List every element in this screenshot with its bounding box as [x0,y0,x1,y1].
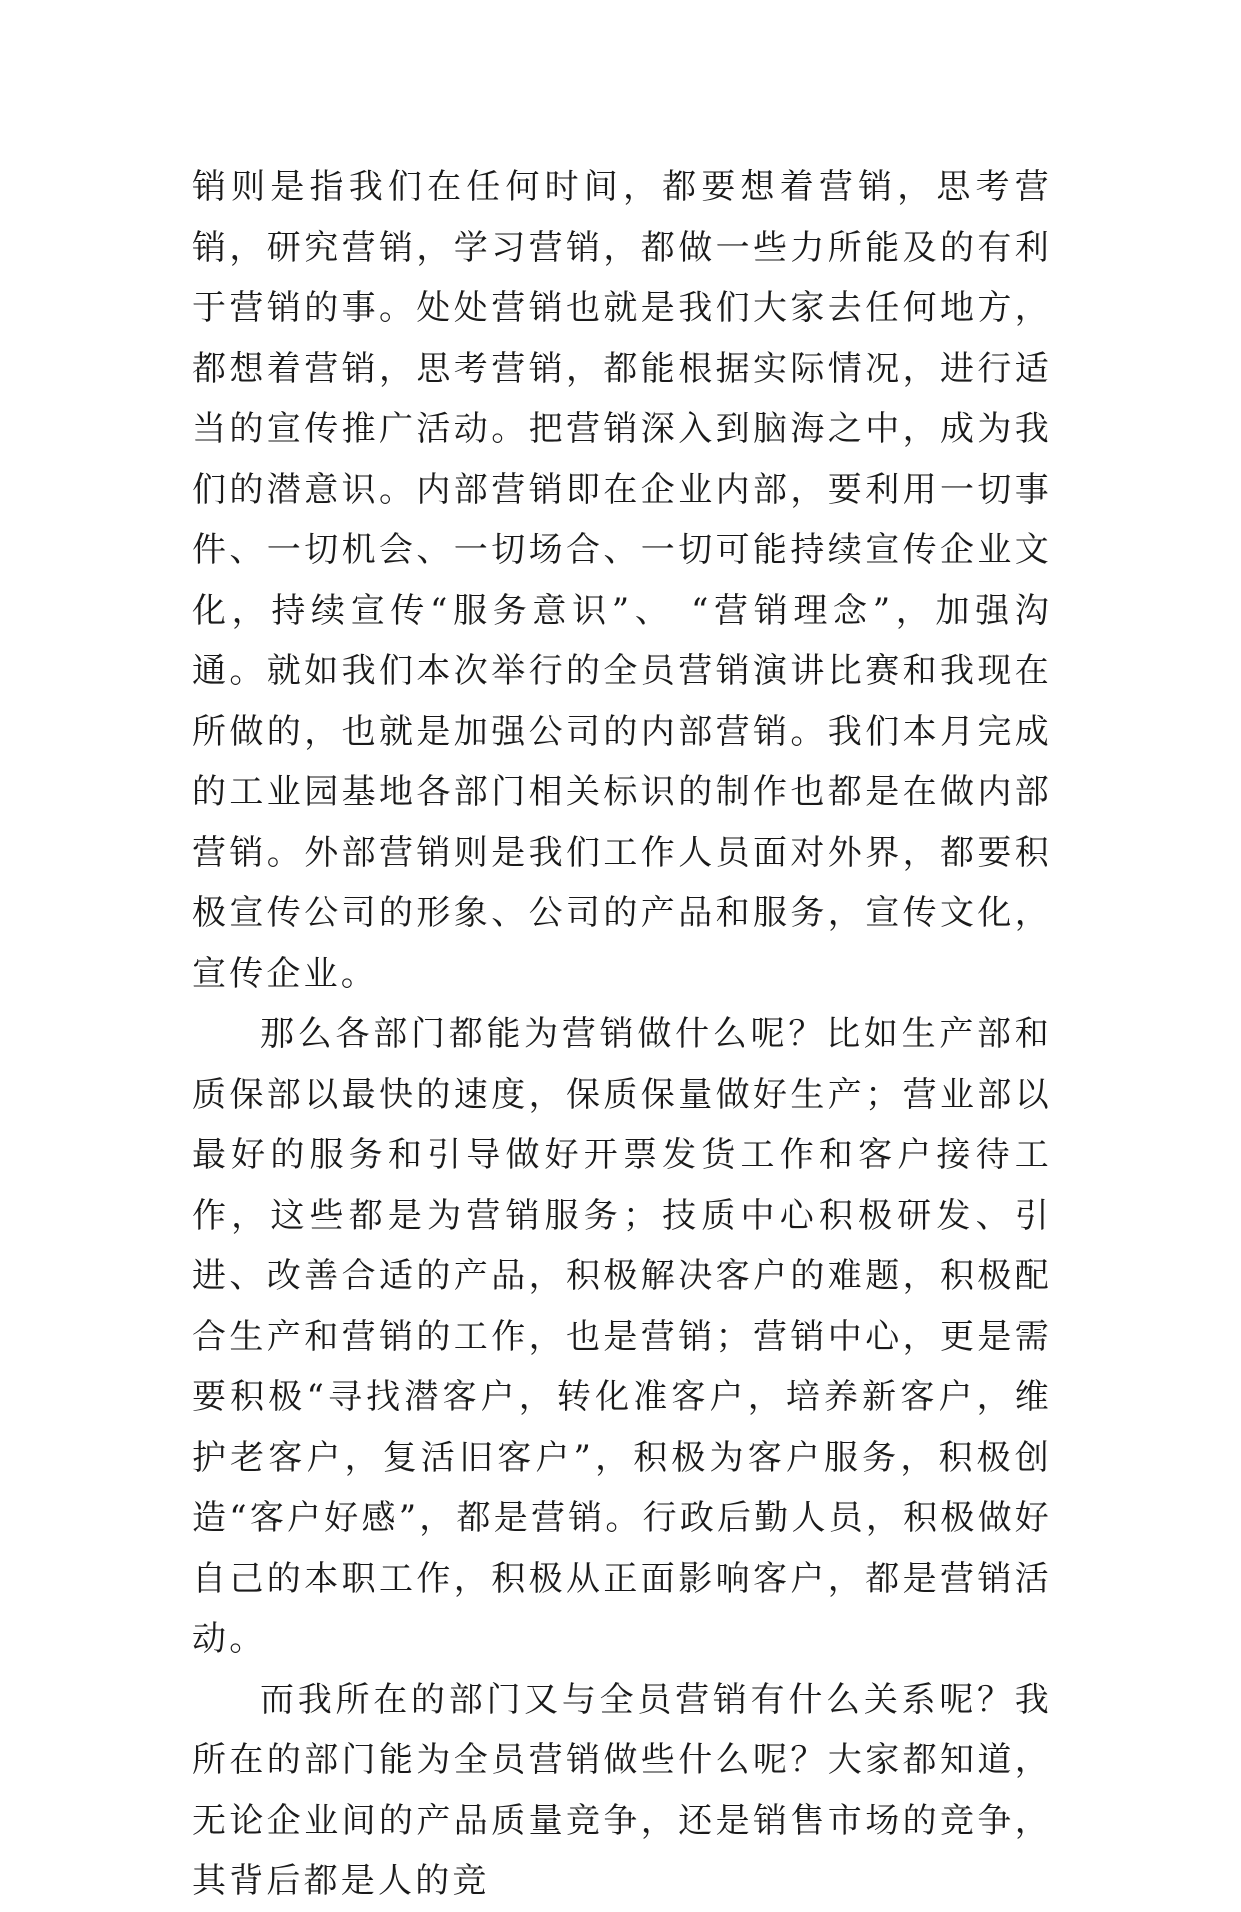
paragraph-1: 销则是指我们在任何时间，都要想着营销，思考营销，研究营销，学习营销，都做一些力所能及的有利于营销的事。处处营销也就是我们大家去任何地方，都想着营销，思考营销，都能根据实际情况，进行适当的宣传推广活动。把营销深入到脑海之中，成为我们的潜意识。内部营销即在企业内部，要利用一切事件、一切机会、一切场合、一切可能持续宣传企业文化，持续宣传“服务意识”、 “营销理念”，加强沟通。就如我们本次举行的全员营销演讲比赛和我现在所做的，也就是加强公司的内部营销。我们本月完成的工业园基地各部门相关标识的制作也都是在做内部营销。外部营销则是我们工作人员面对外界，都要积极宣传公司的形象、公司的产品和服务，宣传文化，宣传企业。 [192,167,1052,994]
document-body [192,157,1052,1912]
paragraph-3: 而我所在的部门又与全员营销有什么关系呢？我所在的部门能为全员营销做些什么呢？大家都知道，无论企业间的产品质量竞争，还是销售市场的竞争，其背后都是人的竞 [192,1679,1052,1901]
paragraph-2: 那么各部门都能为营销做什么呢？比如生产部和质保部以最快的速度，保质保量做好生产；营业部以最好的服务和引导做好开票发货工作和客户接待工作，这些都是为营销服务；技质中心积极研发、引进、改善合适的产品，积极解决客户的难题，积极配合生产和营销的工作，也是营销；营销中心，更是需要积极“寻找潜客户，转化准客户，培养新客户，维护老客户，复活旧客户”，积极为客户服务，积极创造“客户好感”，都是营销。行政后勤人员，积极做好自己的本职工作，积极从正面影响客户，都是营销活动。 [192,1014,1052,1659]
